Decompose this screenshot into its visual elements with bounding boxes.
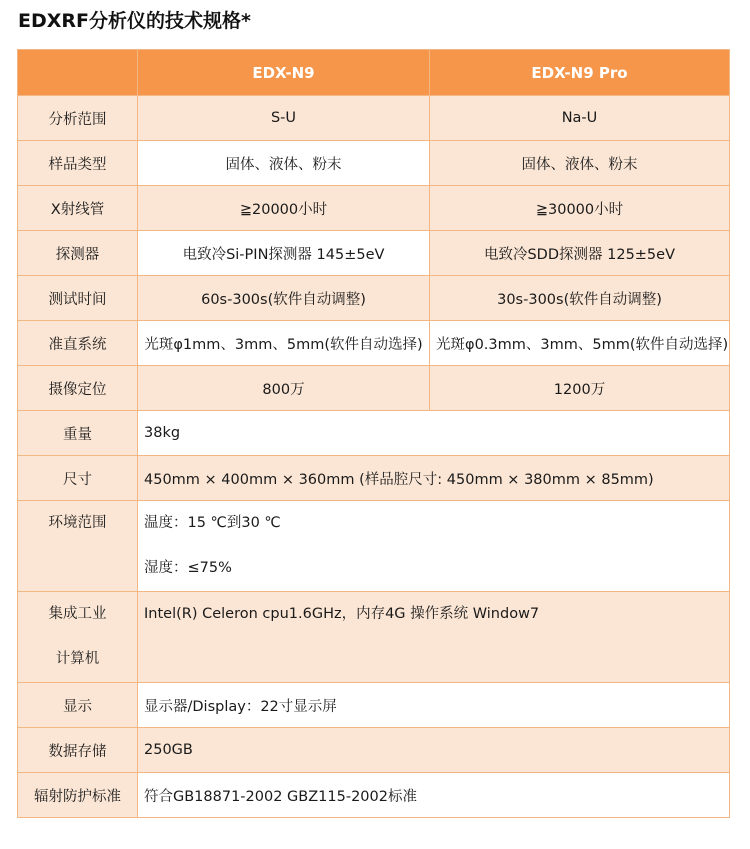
row-label: 测试时间 [18,276,138,321]
row-value-n9-pro: 1200万 [430,366,730,411]
spec-table [17,49,730,818]
row-value-computer [138,592,730,683]
row-value-environment [138,501,730,592]
row-value-n9: ≧20000小时 [138,186,430,231]
row-value-n9: 固体、液体、粉末 [138,141,430,186]
row-label: 准直系统 [18,321,138,366]
table-row-radiation [18,773,730,818]
table-row-display [18,683,730,728]
row-label: X射线管 [18,186,138,231]
header-blank [18,50,138,96]
row-label: 重量 [18,411,138,456]
temperature-range: 温度：15 ℃到30 ℃ [144,515,281,531]
row-value-n9: S-U [138,96,430,141]
row-value-size: 450mm × 400mm × 360mm (样品腔尺寸: 450mm × 380mm × 85mm) [138,456,730,501]
page-title: EDXRF分析仪的技术规格* [18,10,251,32]
table-row [18,186,730,231]
row-value-storage: 250GB [138,728,730,773]
row-label-line2: 计算机 [55,651,100,667]
row-value-n9-pro: ≧30000小时 [430,186,730,231]
table-row [18,276,730,321]
row-label: 显示 [18,683,138,728]
table-row-computer [18,592,730,683]
computer-spec: Intel(R) Celeron cpu1.6GHz，内存4G 操作系统 Window7 [144,606,540,622]
row-value-n9: 光斑φ1mm、3mm、5mm(软件自动选择) [138,321,430,366]
row-value-n9-pro: 固体、液体、粉末 [430,141,730,186]
row-label: 摄像定位 [18,366,138,411]
table-row [18,141,730,186]
row-label: 尺寸 [18,456,138,501]
row-value-n9-pro: 电致冷SDD探测器 125±5eV [430,231,730,276]
table-header-row [18,50,730,96]
table-row-weight [18,411,730,456]
row-label [18,592,138,683]
row-value-n9-pro: 光斑φ0.3mm、3mm、5mm(软件自动选择) [430,321,730,366]
header-edx-n9-pro: EDX-N9 Pro [430,50,730,96]
row-label [18,501,138,592]
row-value-display: 显示器/Display：22寸显示屏 [138,683,730,728]
row-value-weight: 38kg [138,411,730,456]
row-label: 探测器 [18,231,138,276]
row-label-line1: 集成工业 [48,606,107,622]
row-label: 数据存储 [18,728,138,773]
row-label: 样品类型 [18,141,138,186]
table-row [18,366,730,411]
table-row-storage [18,728,730,773]
row-value-n9: 电致冷Si-PIN探测器 145±5eV [138,231,430,276]
row-value-radiation: 符合GB18871-2002 GBZ115-2002标准 [138,773,730,818]
row-value-n9: 800万 [138,366,430,411]
table-row-size [18,456,730,501]
table-row [18,96,730,141]
table-row-environment [18,501,730,592]
row-value-n9-pro: 30s-300s(软件自动调整) [430,276,730,321]
row-value-n9-pro: Na-U [430,96,730,141]
row-label-text: 环境范围 [48,515,107,531]
header-edx-n9: EDX-N9 [138,50,430,96]
row-value-n9: 60s-300s(软件自动调整) [138,276,430,321]
table-row [18,231,730,276]
table-row [18,321,730,366]
row-label: 分析范围 [18,96,138,141]
humidity-range: 湿度：≤75% [144,560,232,576]
row-label: 辐射防护标准 [18,773,138,818]
